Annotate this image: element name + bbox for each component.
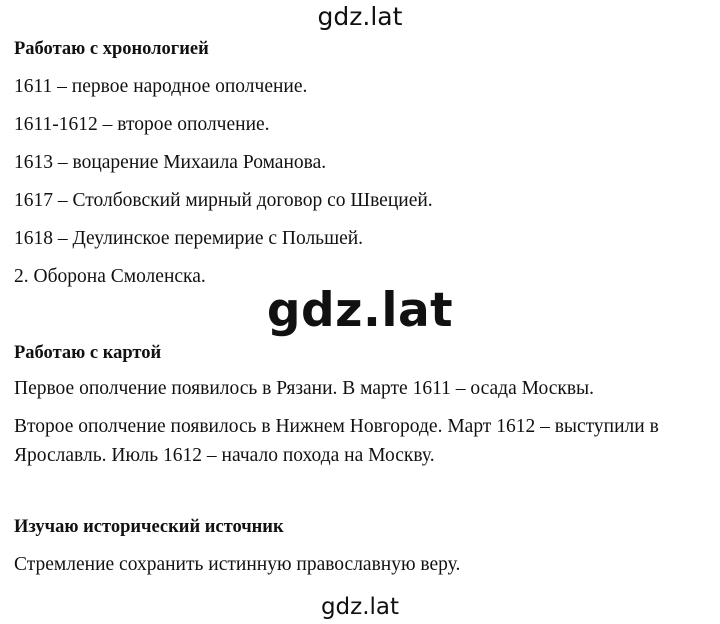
map-paragraph-1: Первое ополчение появилось в Рязани. В марте 1611 – осада Москвы. [14, 378, 595, 399]
watermark-top: gdz.lat [317, 2, 403, 31]
chronology-item: 1611-1612 – второе ополчение. [14, 114, 270, 135]
watermark-middle: gdz.lat [266, 283, 454, 338]
chronology-item: 2. Оборона Смоленска. [14, 266, 206, 287]
watermark-bottom: gdz.lat [320, 594, 400, 620]
map-paragraph-2: Второе ополчение появилось в Нижнем Новгороде. Март 1612 – выступили в Ярославль. Июль 1612 – начало похода на Москву. [14, 416, 659, 466]
chronology-item: 1618 – Деулинское перемирие с Польшей. [14, 228, 364, 249]
chronology-heading: Работаю с хронологией [14, 39, 209, 59]
chronology-item: 1613 – воцарение Михаила Романова. [14, 152, 327, 173]
source-heading: Изучаю исторический источник [14, 517, 284, 537]
chronology-item: 1611 – первое народное ополчение. [14, 76, 308, 97]
map-heading: Работаю с картой [14, 343, 162, 363]
chronology-item: 1617 – Столбовский мирный договор со Швецией. [14, 190, 433, 211]
source-text: Стремление сохранить истинную православную веру. [14, 554, 461, 575]
